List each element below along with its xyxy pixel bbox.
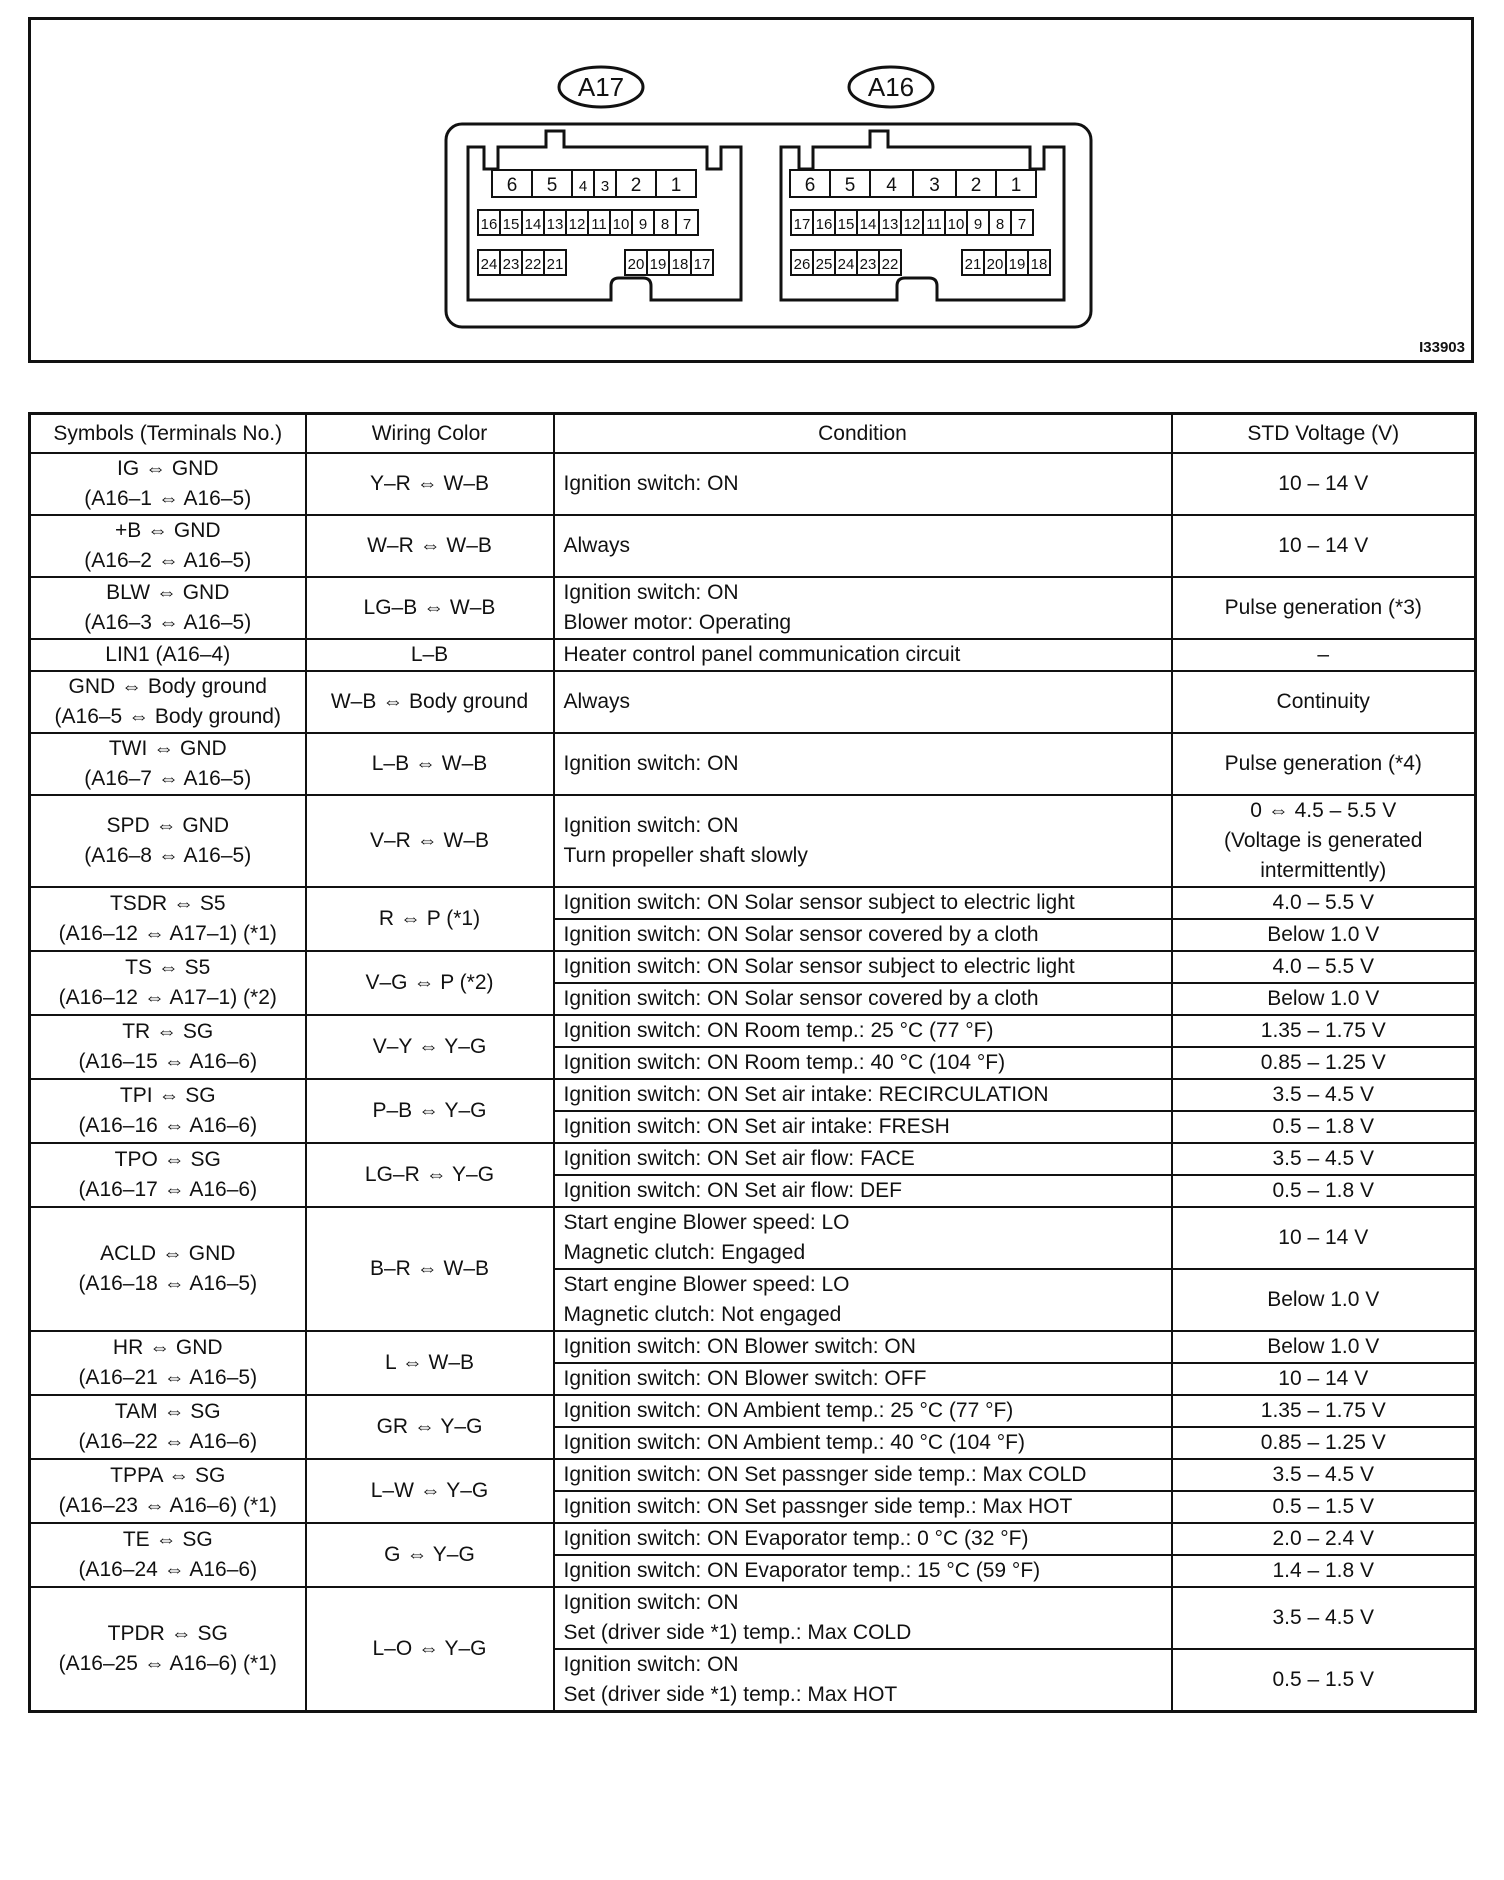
condition-cell	[554, 671, 1172, 733]
voltage-cell	[1172, 1047, 1476, 1079]
condition-cell	[554, 795, 1172, 887]
condition-cell	[554, 1269, 1172, 1331]
wiring-color-cell: L ⇔ W–B	[306, 1331, 554, 1395]
text-line: 10 – 14 V	[1278, 472, 1369, 495]
text-line: 4.0 – 5.5 V	[1272, 891, 1375, 914]
voltage-cell	[1172, 671, 1476, 733]
text-line: Set (driver side *1) temp.: Max COLD	[563, 1621, 912, 1644]
text-line: 0 ⇔ 4.5 – 5.5 V	[1250, 799, 1397, 822]
connector-label: A16	[867, 72, 915, 102]
condition-cell	[554, 1047, 1172, 1079]
symbol-cell	[30, 1079, 306, 1143]
text-line: Ignition switch: ON	[563, 1653, 739, 1676]
text-line: (A16–12 ⇔ A17–1) (*1)	[58, 922, 277, 945]
text-line: 10 – 14 V	[1278, 534, 1369, 557]
text-line: Below 1.0 V	[1267, 987, 1380, 1010]
text-line: IG ⇔ GND	[116, 457, 219, 480]
voltage-cell	[1172, 1175, 1476, 1207]
text-line: LIN1 (A16–4)	[105, 643, 231, 666]
text-line: SPD ⇔ GND	[106, 814, 229, 837]
text-line: Ignition switch: ON	[563, 581, 739, 604]
voltage-cell	[1172, 1207, 1476, 1269]
condition-cell	[554, 1331, 1172, 1363]
text-line: Ignition switch: ON Set air intake: RECIRCULATION	[563, 1083, 1049, 1106]
text-line: (A16–18 ⇔ A16–5)	[78, 1272, 258, 1295]
text-line: 1.4 – 1.8 V	[1272, 1559, 1375, 1582]
terminal-pin-number: 20	[986, 256, 1004, 273]
symbol-cell	[30, 795, 306, 887]
text-line: Ignition switch: ON Set passnger side temp.: Max COLD	[563, 1463, 1087, 1486]
terminal-pin-number: 14	[524, 216, 542, 233]
voltage-cell	[1172, 1269, 1476, 1331]
wiring-color-cell: Y–R ⇔ W–B	[306, 453, 554, 515]
header-wiring-color: Wiring Color	[306, 414, 554, 454]
symbol-cell	[30, 1143, 306, 1207]
terminal-pin-number: 11	[926, 216, 942, 233]
condition-cell	[554, 1111, 1172, 1143]
symbol-cell	[30, 1015, 306, 1079]
text-line: 10 – 14 V	[1278, 1226, 1369, 1249]
text-line: (A16–25 ⇔ A16–6) (*1)	[58, 1652, 277, 1675]
terminal-pin-number: 18	[671, 256, 689, 273]
terminal-pin-number: 15	[837, 216, 855, 233]
text-line: 2.0 – 2.4 V	[1272, 1527, 1375, 1550]
terminal-pin-number: 6	[506, 175, 518, 196]
terminal-pin-number: 12	[903, 216, 921, 233]
text-line: Ignition switch: ON Set air flow: FACE	[563, 1147, 915, 1170]
condition-cell	[554, 577, 1172, 639]
text-line: Pulse generation (*3)	[1224, 596, 1422, 619]
terminal-pin-number: 7	[1017, 216, 1027, 233]
text-line: (A16–15 ⇔ A16–6)	[78, 1050, 258, 1073]
text-line: (A16–17 ⇔ A16–6)	[78, 1178, 258, 1201]
voltage-cell	[1172, 1395, 1476, 1427]
text-line: Always	[563, 534, 631, 557]
terminal-pin-number: 17	[793, 216, 811, 233]
condition-cell	[554, 1491, 1172, 1523]
condition-cell	[554, 1015, 1172, 1047]
text-line: TAM ⇔ SG	[114, 1400, 221, 1423]
table-row	[30, 515, 1476, 577]
text-line: 0.5 – 1.8 V	[1272, 1115, 1375, 1138]
table-row	[30, 1331, 1476, 1363]
condition-cell	[554, 453, 1172, 515]
terminal-pin-number: 8	[995, 216, 1005, 233]
table-row	[30, 1015, 1476, 1047]
terminal-pin-number: 9	[638, 216, 648, 233]
text-line: Magnetic clutch: Not engaged	[563, 1303, 842, 1326]
terminal-pin-number: 6	[804, 175, 816, 196]
text-line: 3.5 – 4.5 V	[1272, 1083, 1375, 1106]
condition-cell	[554, 1587, 1172, 1649]
terminal-pin-number: 9	[973, 216, 983, 233]
symbol-cell	[30, 951, 306, 1015]
header-condition: Condition	[554, 414, 1172, 454]
wiring-color-cell: LG–R ⇔ Y–G	[306, 1143, 554, 1207]
voltage-cell	[1172, 887, 1476, 919]
text-line: Below 1.0 V	[1267, 1335, 1380, 1358]
wiring-color-cell: R ⇔ P (*1)	[306, 887, 554, 951]
voltage-cell	[1172, 1649, 1476, 1712]
voltage-cell	[1172, 1331, 1476, 1363]
connector-label: A17	[577, 72, 625, 102]
text-line: 4.0 – 5.5 V	[1272, 955, 1375, 978]
text-line: Ignition switch: ON Room temp.: 40 °C (104 °F)	[563, 1051, 1006, 1074]
text-line: Ignition switch: ON	[563, 814, 739, 837]
terminal-pin-number: 2	[630, 175, 642, 196]
terminal-pin-number: 21	[546, 256, 564, 273]
text-line: 3.5 – 4.5 V	[1272, 1147, 1375, 1170]
terminal-pin-number: 5	[844, 175, 856, 196]
text-line: Blower motor: Operating	[563, 611, 792, 634]
text-line: (A16–2 ⇔ A16–5)	[84, 549, 252, 572]
terminal-pin-number: 21	[964, 256, 982, 273]
table-row	[30, 671, 1476, 733]
text-line: Ignition switch: ON Solar sensor subject to electric light	[563, 955, 1075, 978]
text-line: (Voltage is generated	[1224, 829, 1423, 852]
header-std-voltage: STD Voltage (V)	[1172, 414, 1476, 454]
terminal-pin-number: 3	[600, 178, 610, 195]
condition-cell	[554, 1523, 1172, 1555]
text-line: –	[1317, 643, 1330, 666]
table-header-row	[30, 414, 1476, 454]
terminal-pin-number: 18	[1030, 256, 1048, 273]
text-line: Turn propeller shaft slowly	[563, 844, 808, 867]
wiring-color-cell: W–B ⇔ Body ground	[306, 671, 554, 733]
table-row	[30, 639, 1476, 671]
text-line: Pulse generation (*4)	[1224, 752, 1422, 775]
condition-cell	[554, 639, 1172, 671]
text-line: Ignition switch: ON Blower switch: ON	[563, 1335, 916, 1358]
condition-cell	[554, 733, 1172, 795]
text-line: TWI ⇔ GND	[108, 737, 227, 760]
table-row	[30, 887, 1476, 919]
terminal-pin-number: 23	[502, 256, 520, 273]
terminal-pin-number: 8	[660, 216, 670, 233]
terminal-pin-number: 25	[815, 256, 833, 273]
text-line: Ignition switch: ON Evaporator temp.: 0 °C (32 °F)	[563, 1527, 1029, 1550]
text-line: (A16–22 ⇔ A16–6)	[78, 1430, 258, 1453]
header-symbols: Symbols (Terminals No.)	[30, 414, 306, 454]
symbol-cell	[30, 1587, 306, 1712]
text-line: Ignition switch: ON Set air flow: DEF	[563, 1179, 902, 1202]
text-line: (A16–21 ⇔ A16–5)	[78, 1366, 258, 1389]
table-body	[30, 453, 1476, 1712]
voltage-cell	[1172, 453, 1476, 515]
voltage-cell	[1172, 577, 1476, 639]
voltage-cell	[1172, 515, 1476, 577]
text-line: Magnetic clutch: Engaged	[563, 1241, 806, 1264]
text-line: Below 1.0 V	[1267, 923, 1380, 946]
text-line: TPPA ⇔ SG	[110, 1464, 226, 1487]
terminal-pin-number: 10	[612, 216, 630, 233]
text-line: TR ⇔ SG	[122, 1020, 214, 1043]
text-line: Ignition switch: ON Solar sensor covered by a cloth	[563, 987, 1039, 1010]
voltage-cell	[1172, 1523, 1476, 1555]
text-line: 1.35 – 1.75 V	[1260, 1399, 1386, 1422]
text-line: TPO ⇔ SG	[114, 1148, 221, 1171]
text-line: (A16–3 ⇔ A16–5)	[84, 611, 252, 634]
condition-cell	[554, 983, 1172, 1015]
text-line: 3.5 – 4.5 V	[1272, 1463, 1375, 1486]
terminal-pin-number: 17	[693, 256, 711, 273]
text-line: Start engine Blower speed: LO	[563, 1211, 850, 1234]
symbol-cell	[30, 639, 306, 671]
symbol-cell	[30, 671, 306, 733]
connector-diagram	[28, 17, 1474, 363]
text-line: (A16–5 ⇔ Body ground)	[54, 705, 281, 728]
table-row	[30, 1079, 1476, 1111]
terminal-pin-number: 2	[970, 175, 982, 196]
condition-cell	[554, 1649, 1172, 1712]
wiring-color-cell: B–R ⇔ W–B	[306, 1207, 554, 1331]
condition-cell	[554, 887, 1172, 919]
text-line: Ignition switch: ON Set air intake: FRESH	[563, 1115, 950, 1138]
wiring-color-cell: L–B ⇔ W–B	[306, 733, 554, 795]
terminal-pin-number: 24	[837, 256, 855, 273]
voltage-cell	[1172, 1111, 1476, 1143]
text-line: (A16–24 ⇔ A16–6)	[78, 1558, 258, 1581]
terminal-pin-number: 26	[793, 256, 811, 273]
terminal-pin-number: 19	[649, 256, 667, 273]
text-line: (A16–8 ⇔ A16–5)	[84, 844, 252, 867]
text-line: 0.5 – 1.8 V	[1272, 1179, 1375, 1202]
text-line: Start engine Blower speed: LO	[563, 1273, 850, 1296]
text-line: intermittently)	[1260, 859, 1387, 882]
symbol-cell	[30, 887, 306, 951]
condition-cell	[554, 1175, 1172, 1207]
symbol-cell	[30, 515, 306, 577]
text-line: TSDR ⇔ S5	[109, 892, 226, 915]
text-line: Ignition switch: ON Ambient temp.: 25 °C (77 °F)	[563, 1399, 1014, 1422]
table-row	[30, 795, 1476, 887]
terminal-pin-number: 23	[859, 256, 877, 273]
condition-cell	[554, 1459, 1172, 1491]
condition-cell	[554, 919, 1172, 951]
table-row	[30, 951, 1476, 983]
voltage-cell	[1172, 1363, 1476, 1395]
table-row	[30, 1395, 1476, 1427]
wiring-color-cell: W–R ⇔ W–B	[306, 515, 554, 577]
text-line: Below 1.0 V	[1267, 1288, 1380, 1311]
text-line: (A16–1 ⇔ A16–5)	[84, 487, 252, 510]
voltage-cell	[1172, 795, 1476, 887]
table-row	[30, 1587, 1476, 1649]
terminal-pin-number: 14	[859, 216, 877, 233]
text-line: Ignition switch: ON Set passnger side temp.: Max HOT	[563, 1495, 1073, 1518]
voltage-cell	[1172, 919, 1476, 951]
condition-cell	[554, 1395, 1172, 1427]
wiring-color-cell: L–O ⇔ Y–G	[306, 1587, 554, 1712]
terminal-pin-number: 10	[947, 216, 965, 233]
terminal-pin-number: 12	[568, 216, 586, 233]
symbol-cell	[30, 577, 306, 639]
text-line: BLW ⇔ GND	[106, 581, 230, 604]
connector-illustration	[31, 20, 1471, 360]
table-row	[30, 577, 1476, 639]
terminal-pin-number: 22	[524, 256, 542, 273]
terminal-pin-number: 24	[480, 256, 498, 273]
voltage-cell	[1172, 1587, 1476, 1649]
voltage-cell	[1172, 1427, 1476, 1459]
table-row	[30, 1143, 1476, 1175]
symbol-cell	[30, 733, 306, 795]
symbol-cell	[30, 1459, 306, 1523]
text-line: Ignition switch: ON Evaporator temp.: 15 °C (59 °F)	[563, 1559, 1041, 1582]
wiring-color-cell: L–B	[306, 639, 554, 671]
voltage-cell	[1172, 1143, 1476, 1175]
symbol-cell	[30, 453, 306, 515]
terminal-voltage-table	[28, 412, 1477, 1713]
text-line: TPDR ⇔ SG	[107, 1622, 228, 1645]
terminal-pin-number: 1	[670, 175, 682, 196]
terminal-pin-number: 20	[627, 256, 645, 273]
table-row	[30, 453, 1476, 515]
voltage-cell	[1172, 1491, 1476, 1523]
symbol-cell	[30, 1331, 306, 1395]
text-line: 0.85 – 1.25 V	[1260, 1051, 1386, 1074]
text-line: TS ⇔ S5	[125, 956, 211, 979]
text-line: 0.5 – 1.5 V	[1272, 1668, 1375, 1691]
condition-cell	[554, 1207, 1172, 1269]
terminal-pin-number: 19	[1008, 256, 1026, 273]
text-line: Ignition switch: ON Solar sensor covered by a cloth	[563, 923, 1039, 946]
condition-cell	[554, 1143, 1172, 1175]
illustration-id: I33903	[1419, 339, 1465, 356]
terminal-pin-number: 1	[1010, 175, 1022, 196]
text-line: Ignition switch: ON	[563, 752, 739, 775]
wiring-color-cell: L–W ⇔ Y–G	[306, 1459, 554, 1523]
voltage-cell	[1172, 1555, 1476, 1587]
text-line: Ignition switch: ON Room temp.: 25 °C (77 °F)	[563, 1019, 994, 1042]
terminal-pin-number: 11	[591, 216, 607, 233]
symbol-cell	[30, 1523, 306, 1587]
terminal-pin-number: 15	[502, 216, 520, 233]
text-line: 0.85 – 1.25 V	[1260, 1431, 1386, 1454]
terminal-pin-number: 3	[929, 175, 940, 196]
condition-cell	[554, 1427, 1172, 1459]
text-line: 3.5 – 4.5 V	[1272, 1606, 1375, 1629]
text-line: +B ⇔ GND	[114, 519, 221, 542]
condition-cell	[554, 515, 1172, 577]
condition-cell	[554, 1555, 1172, 1587]
terminal-pin-number: 4	[886, 175, 897, 196]
voltage-cell	[1172, 1459, 1476, 1491]
terminal-pin-number: 7	[682, 216, 692, 233]
wiring-color-cell: V–G ⇔ P (*2)	[306, 951, 554, 1015]
text-line: Heater control panel communication circuit	[563, 643, 961, 666]
table-row	[30, 733, 1476, 795]
wiring-color-cell: LG–B ⇔ W–B	[306, 577, 554, 639]
text-line: Always	[563, 690, 631, 713]
text-line: (A16–23 ⇔ A16–6) (*1)	[58, 1494, 277, 1517]
condition-cell	[554, 951, 1172, 983]
voltage-cell	[1172, 1079, 1476, 1111]
voltage-cell	[1172, 951, 1476, 983]
symbol-cell	[30, 1395, 306, 1459]
text-line: Ignition switch: ON	[563, 1591, 739, 1614]
text-line: Set (driver side *1) temp.: Max HOT	[563, 1683, 898, 1706]
text-line: HR ⇔ GND	[112, 1336, 223, 1359]
text-line: TE ⇔ SG	[122, 1528, 213, 1551]
wiring-color-cell: G ⇔ Y–G	[306, 1523, 554, 1587]
text-line: Ignition switch: ON Ambient temp.: 40 °C (104 °F)	[563, 1431, 1025, 1454]
wiring-color-cell: GR ⇔ Y–G	[306, 1395, 554, 1459]
connector-housing-outline	[446, 124, 1091, 327]
table-row	[30, 1459, 1476, 1491]
wiring-color-cell: P–B ⇔ Y–G	[306, 1079, 554, 1143]
table-row	[30, 1523, 1476, 1555]
wiring-color-cell: V–R ⇔ W–B	[306, 795, 554, 887]
terminal-pin-number: 4	[578, 178, 588, 195]
text-line: ACLD ⇔ GND	[100, 1242, 236, 1265]
text-line: (A16–16 ⇔ A16–6)	[78, 1114, 258, 1137]
wiring-color-cell: V–Y ⇔ Y–G	[306, 1015, 554, 1079]
text-line: TPI ⇔ SG	[119, 1084, 216, 1107]
text-line: GND ⇔ Body ground	[68, 675, 267, 698]
text-line: (A16–12 ⇔ A17–1) (*2)	[58, 986, 277, 1009]
voltage-cell	[1172, 1015, 1476, 1047]
text-line: Ignition switch: ON	[563, 472, 739, 495]
text-line: Ignition switch: ON Blower switch: OFF	[563, 1367, 927, 1390]
terminal-pin-number: 13	[546, 216, 564, 233]
symbol-cell	[30, 1207, 306, 1331]
text-line: 10 – 14 V	[1278, 1367, 1369, 1390]
text-line: 0.5 – 1.5 V	[1272, 1495, 1375, 1518]
voltage-cell	[1172, 733, 1476, 795]
terminal-pin-number: 5	[546, 175, 558, 196]
text-line: 1.35 – 1.75 V	[1260, 1019, 1386, 1042]
text-line: Continuity	[1276, 690, 1370, 713]
terminal-pin-number: 13	[881, 216, 899, 233]
terminal-pin-number: 22	[881, 256, 899, 273]
voltage-cell	[1172, 983, 1476, 1015]
terminal-pin-number: 16	[480, 216, 498, 233]
text-line: (A16–7 ⇔ A16–5)	[84, 767, 252, 790]
condition-cell	[554, 1363, 1172, 1395]
condition-cell	[554, 1079, 1172, 1111]
terminal-pin-number: 16	[815, 216, 833, 233]
table-row	[30, 1207, 1476, 1269]
text-line: Ignition switch: ON Solar sensor subject to electric light	[563, 891, 1075, 914]
voltage-cell	[1172, 639, 1476, 671]
